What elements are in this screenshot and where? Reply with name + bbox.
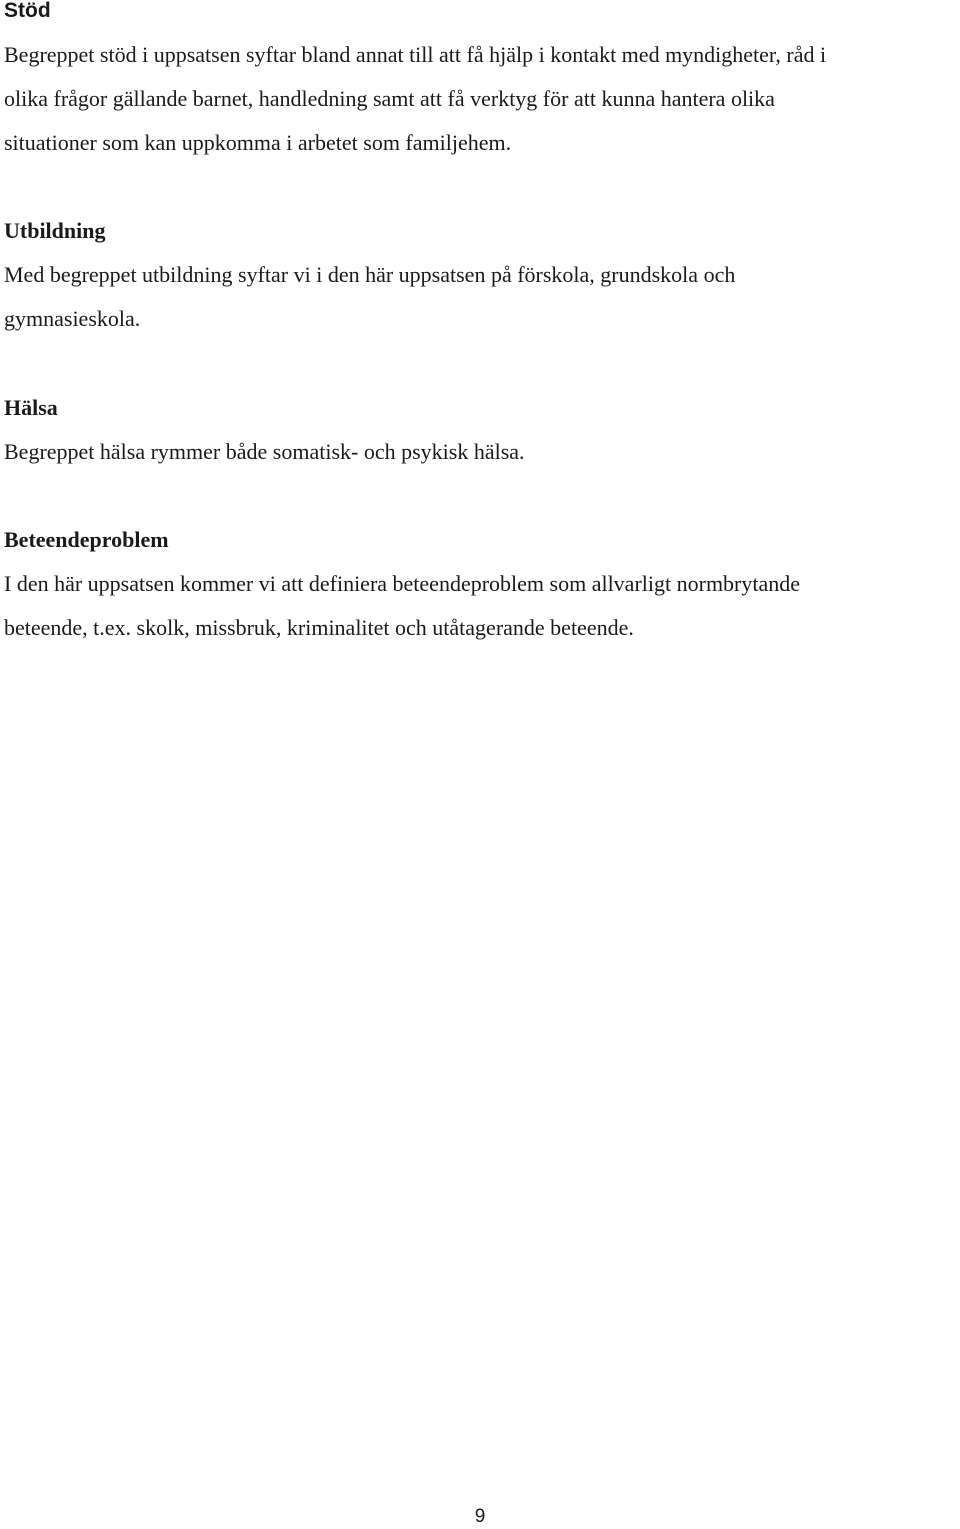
- paragraph-line: olika frågor gällande barnet, handledning samt att få verktyg för att kunna hantera olika: [4, 86, 775, 111]
- heading-stod: Stöd: [4, 0, 51, 22]
- paragraph-line: beteende, t.ex. skolk, missbruk, kriminalitet och utåtagerande beteende.: [4, 615, 634, 640]
- paragraph-line: gymnasieskola.: [4, 306, 141, 331]
- paragraph-line: Begreppet stöd i uppsatsen syftar bland annat till att få hjälp i kontakt med myndigheter, råd i: [4, 42, 827, 67]
- page-number: 9: [474, 1506, 486, 1527]
- paragraph-utbildning: [4, 253, 960, 341]
- paragraph-line: I den här uppsatsen kommer vi att definiera beteendeproblem som allvarligt normbrytande: [4, 571, 801, 596]
- heading-halsa: Hälsa: [4, 395, 58, 420]
- paragraph-stod: [4, 33, 960, 165]
- heading-utbildning: Utbildning: [4, 218, 106, 243]
- paragraph-line: Med begreppet utbildning syftar vi i den här uppsatsen på förskola, grundskola och: [4, 262, 736, 287]
- paragraph-halsa: [4, 430, 960, 474]
- paragraph-beteendeproblem: [4, 562, 960, 650]
- paragraph-line: situationer som kan uppkomma i arbetet som familjehem.: [4, 130, 512, 155]
- heading-beteendeproblem: Beteendeproblem: [4, 527, 169, 552]
- paragraph-line: Begreppet hälsa rymmer både somatisk- och psykisk hälsa.: [4, 439, 525, 464]
